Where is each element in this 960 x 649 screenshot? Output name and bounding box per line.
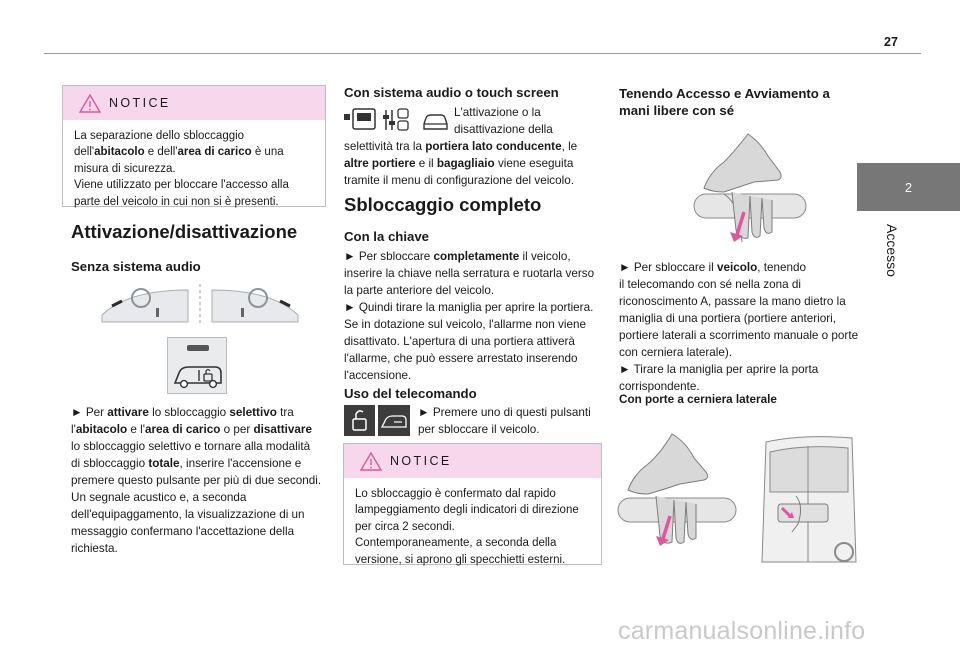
notice-text: Lo sbloccaggio è confermato dal rapido lampeggiamento degli indicatori di direzione per circa 2 secondi. Contemporaneamente, a seconda della versione, si aprono gli specchietti esterni. <box>355 488 579 566</box>
notice-box-1 <box>62 85 326 207</box>
section-title-attivazione: Attivazione/disattivazione <box>71 221 298 242</box>
audio-title: Con sistema audio o touch screen <box>344 85 559 100</box>
col1-paragraph: ► Per attivare lo sbloccaggio selettivo tra l'abitacolo e l'area di carico o per disattivare lo sbloccaggio selettivo e tornare alla modalità di sbloccaggio totale, inserire l'accensione e premere questo pulsante per più di due secondi. Un segnale acustico e, a seconda dell'equipaggamento, la visualizzazione di un messaggio confermano l'accettazione della richiesta. <box>71 406 322 555</box>
hand-rear-door-icon <box>612 432 742 554</box>
header-rule <box>44 53 921 54</box>
handsfree-text: ► Per sbloccare il veicolo, tenendo il telecomando con sé nella zona di riconoscimento A, passare la mano dietro la maniglia di una portiera (portiere anteriori, portiere laterali a scorrimento manuale o porte con cerniera laterale). ► Tirare la maniglia per aprire la porta corrispondente. <box>619 261 859 393</box>
subsection-senza-audio: Senza sistema audio <box>71 259 201 274</box>
audio-text: L'attivazione o la disattivazione della selettività tra la portiera lato conducente, le altre portiere e il bagagliaio viene eseguita tramite il menu di configurazione del veicolo. <box>344 106 578 187</box>
notice-text: La separazione dello sbloccaggio dell'abitacolo e dell'area di carico è una misura di sicurezza. Viene utilizzato per bloccare l'accesso alla parte del veicolo in cui non si è presenti. <box>74 130 289 208</box>
page-number: 27 <box>884 35 898 49</box>
car-unlock-icon <box>98 280 302 330</box>
notice-header <box>344 444 601 478</box>
notice-box-2 <box>343 443 602 565</box>
warning-triangle-icon <box>360 452 382 471</box>
warning-triangle-icon <box>79 94 101 113</box>
remote-unlock-icon <box>344 405 410 436</box>
key-title: Con la chiave <box>344 229 430 244</box>
hand-handle-icon <box>688 132 808 248</box>
section-title-sbloccaggio: Sbloccaggio completo <box>344 194 542 215</box>
side-hinged-title: Con porte a cerniera laterale <box>619 393 777 406</box>
handsfree-title: Tenendo Accesso e Avviamento a mani libere con sé <box>619 86 830 118</box>
remote-title: Uso del telecomando <box>344 386 477 401</box>
van-rear-icon <box>752 432 858 566</box>
chapter-tab[interactable]: 2 <box>857 163 960 211</box>
notice-label: NOTICE <box>390 454 452 468</box>
notice-label: NOTICE <box>109 96 171 110</box>
remote-text: ► Premere uno di questi pulsanti per sbloccare il veicolo. <box>418 406 591 436</box>
chapter-label <box>860 220 936 300</box>
watermark: carmanualsonline.info <box>618 617 866 645</box>
chapter-label-text: Accesso <box>884 224 900 277</box>
notice-header <box>63 86 325 120</box>
key-text: ► Per sbloccare completamente il veicolo, inserire la chiave nella serratura e ruotarla verso la parte anteriore del veicolo. ► Quindi tirare la maniglia per aprire la portiera. Se in dotazione sul veicolo, l'allarme non viene disattivato. L'apertura di una portiera attiverà l'allarme, che può essere arrestato inserendo l'accensione. <box>344 250 595 382</box>
key-lock-icon <box>167 337 227 394</box>
